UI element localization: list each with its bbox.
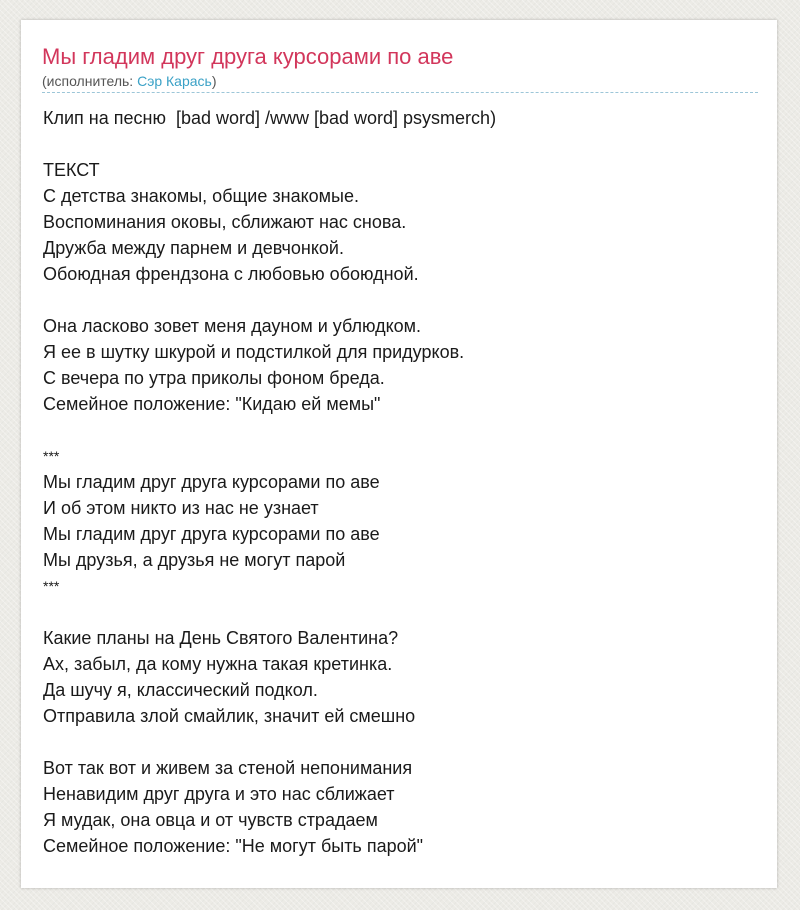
lyric-line: Я мудак, она овца и от чувств страдаем xyxy=(43,810,378,830)
lyric-line: Мы друзья, а друзья не могут парой xyxy=(43,550,346,570)
lyric-line: ТЕКСТ xyxy=(43,160,100,180)
lyric-line: Да шучу я, классический подкол. xyxy=(43,680,318,700)
lyric-line: Ненавидим друг друга и это нас сближает xyxy=(43,784,395,804)
lyrics-card xyxy=(21,20,777,888)
lyric-blank-line xyxy=(43,599,759,625)
song-title: Мы гладим друг друга курсорами по аве xyxy=(42,44,454,69)
lyric-blank-line xyxy=(43,287,759,313)
lyric-line: Мы гладим друг друга курсорами по аве xyxy=(43,524,380,544)
title-divider xyxy=(42,92,758,93)
lyric-line: Дружба между парнем и девчонкой. xyxy=(43,238,344,258)
lyric-line: *** xyxy=(43,448,60,464)
artist-link[interactable]: Сэр Карась xyxy=(137,73,212,89)
lyric-line: Отправила злой смайлик, значит ей смешно xyxy=(43,706,416,726)
lyric-blank-line xyxy=(43,729,759,755)
lyric-line: Ах, забыл, да кому нужна такая кретинка. xyxy=(43,654,393,674)
lyric-line: Обоюдная френдзона с любовью обоюдной. xyxy=(43,264,419,284)
artist-suffix: ) xyxy=(211,73,217,89)
lyric-line: И об этом никто из нас не узнает xyxy=(43,498,319,518)
lyrics-text xyxy=(43,105,759,859)
lyric-line: *** xyxy=(43,578,60,594)
lyric-line: Семейное положение: "Кидаю ей мемы" xyxy=(43,394,381,414)
lyric-line: Мы гладим друг друга курсорами по аве xyxy=(43,472,380,492)
lyric-blank-line xyxy=(43,417,759,443)
lyric-line: С детства знакомы, общие знакомые. xyxy=(43,186,359,206)
lyric-line: С вечера по утра приколы фоном бреда. xyxy=(43,368,385,388)
lyric-line: Она ласково зовет меня дауном и ублюдком. xyxy=(43,316,422,336)
lyric-line: Вот так вот и живем за стеной непонимания xyxy=(43,758,413,778)
lyric-line: Воспоминания оковы, сближают нас снова. xyxy=(43,212,407,232)
artist-prefix: (исполнитель: xyxy=(42,73,138,89)
lyric-line: Я ее в шутку шкурой и подстилкой для придурков. xyxy=(43,342,465,362)
lyric-line: Клип на песню [bad word] /www [bad word] psysmerch) xyxy=(43,108,497,128)
artist-line xyxy=(42,73,217,89)
lyric-line: Какие планы на День Святого Валентина? xyxy=(43,628,399,648)
lyric-blank-line xyxy=(43,131,759,157)
lyric-line: Семейное положение: "Не могут быть парой" xyxy=(43,836,424,856)
